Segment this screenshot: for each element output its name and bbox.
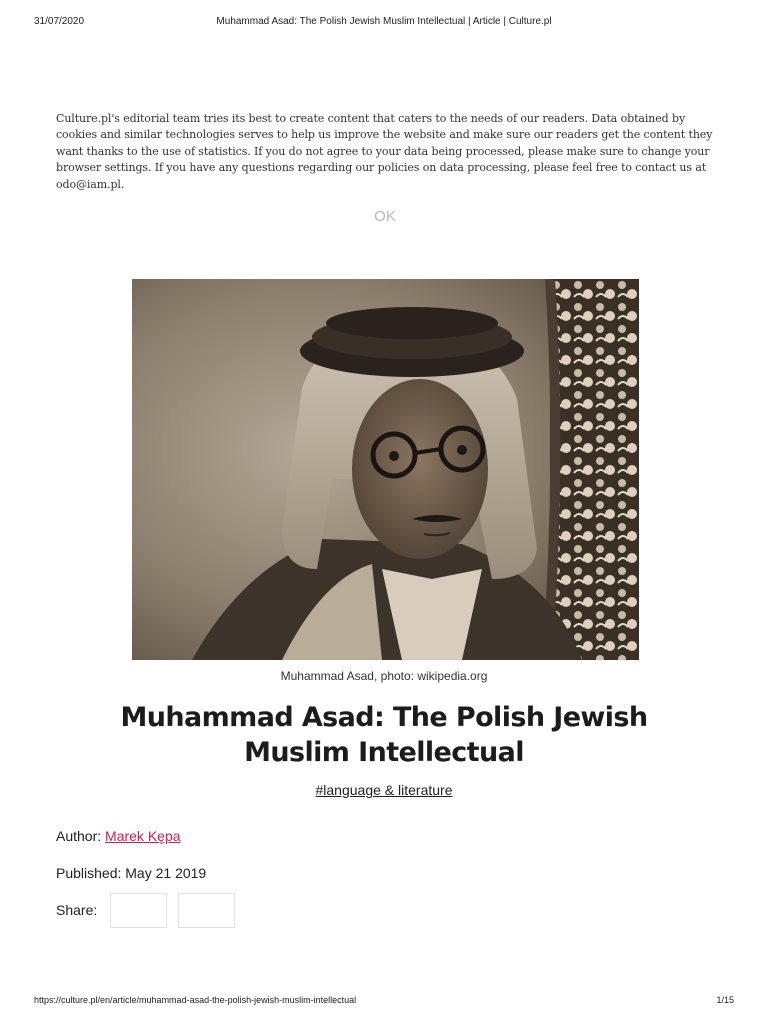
- cookie-notice-text: Culture.pl's editorial team tries its best to create content that caters to the needs of our readers. Data obtained by cookies and similar technologies serves to help us improve the website and make sure our readers get the content they want thanks to the use of statistics. If you do not agree to your data being processed, please make sure to change your browser settings. If you have any questions regarding our policies on data processing, please feel free to contact us at odo@iam.pl.: [56, 112, 713, 191]
- print-url: https://culture.pl/en/article/muhammad-asad-the-polish-jewish-muslim-intellectual: [34, 995, 357, 1005]
- photo-caption: [0, 669, 768, 683]
- caption-text: Muhammad Asad, photo:: [280, 669, 418, 683]
- print-page-number: 1/15: [716, 995, 734, 1005]
- tag-link[interactable]: #language & literature: [315, 782, 453, 798]
- cookie-ok-button[interactable]: OK: [360, 205, 410, 227]
- hero-photo: [132, 279, 639, 660]
- author-row: [56, 828, 181, 844]
- published-date: Published: May 21 2019: [56, 865, 207, 881]
- article-tag: [0, 782, 768, 798]
- article-title: Muhammad Asad: The Polish Jewish Muslim Intellectual: [120, 702, 648, 768]
- share-button-twitter[interactable]: [178, 893, 235, 928]
- print-date: 31/07/2020: [34, 16, 85, 27]
- share-button-facebook[interactable]: [110, 893, 167, 928]
- caption-source-link[interactable]: wikipedia.org: [417, 669, 488, 683]
- print-footer: [0, 995, 768, 1009]
- print-header: [0, 16, 768, 30]
- print-page-title: Muhammad Asad: The Polish Jewish Muslim Intellectual | Article | Culture.pl: [216, 16, 552, 27]
- share-label: Share:: [56, 902, 98, 918]
- author-link[interactable]: Marek Kępa: [105, 828, 181, 844]
- author-label: Author:: [56, 828, 106, 844]
